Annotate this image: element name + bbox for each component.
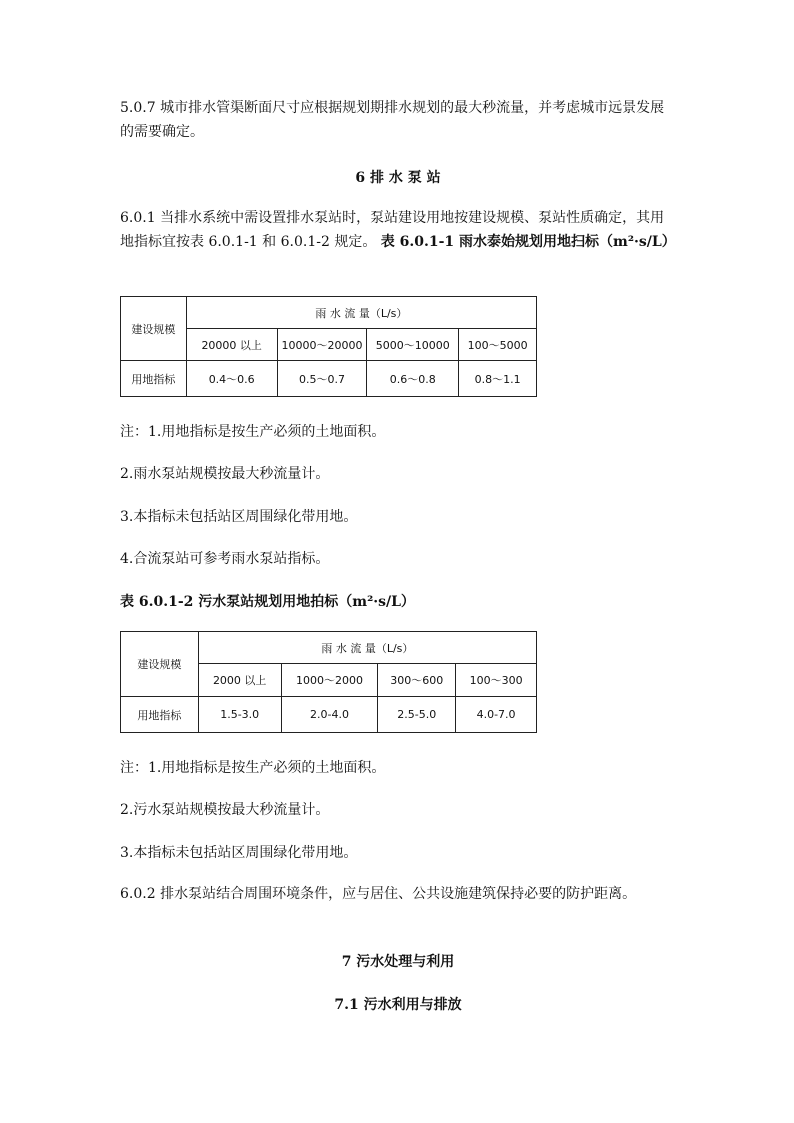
table1-group-header: 雨 水 流 量（L/s） <box>186 297 536 329</box>
table2-column-header: 2000 以上 <box>198 664 281 697</box>
table2-cell: 2.5-5.0 <box>378 697 456 733</box>
table1-column-header: 20000 以上 <box>186 329 277 361</box>
table1-cell: 0.5～0.7 <box>277 361 367 397</box>
table2-caption: 表 6.0.1-2 污水泵站规划用地拍标（m²·s/L） <box>120 594 415 610</box>
paragraph-6-0-1-text: 6.0.1 当排水系统中需设置排水泵站时，泵站建设用地按建设规模、泵站性质确定，其用地指标宜按表 6.0.1-1 和 6.0.1-2 规定。 <box>120 210 665 250</box>
table1-caption: 表 6.0.1-1 雨水泰始规划用地扫标（m²·s/L） <box>380 234 676 250</box>
table2-cell: 2.0-4.0 <box>281 697 378 733</box>
table2-cell: 1.5-3.0 <box>198 697 281 733</box>
section-heading-7: 7 污水处理与利用 <box>341 954 455 970</box>
table-rainwater-pump-station <box>120 296 537 397</box>
note-line: 4.合流泵站可参考雨水泵站指标。 <box>120 551 330 567</box>
table-sewage-pump-station <box>120 631 537 733</box>
table1-column-header: 5000～10000 <box>367 329 459 361</box>
section-heading-7-1: 7.1 污水利用与排放 <box>334 997 462 1013</box>
table2-cell: 4.0-7.0 <box>456 697 537 733</box>
table2-group-header: 雨 水 流 量（L/s） <box>198 632 536 664</box>
note-line: 2.雨水泵站规模按最大秒流量计。 <box>120 466 330 482</box>
note-line: 注：1.用地指标是按生产必须的土地面积。 <box>120 424 386 440</box>
table2-row-header: 建设规模 <box>121 632 199 697</box>
note-line: 3.本指标未包括站区周围绿化带用地。 <box>120 845 358 861</box>
table2-column-header: 1000～2000 <box>281 664 378 697</box>
table1-column-header: 10000～20000 <box>277 329 367 361</box>
table2-index-label: 用地指标 <box>121 697 199 733</box>
table1-cell: 0.4～0.6 <box>186 361 277 397</box>
note-line: 2.污水泵站规模按最大秒流量计。 <box>120 802 330 818</box>
section-heading-6: 6 排 水 泵 站 <box>355 170 441 186</box>
paragraph-6-0-1 <box>120 206 676 254</box>
table2-column-header: 100～300 <box>456 664 537 697</box>
table2-column-header: 300～600 <box>378 664 456 697</box>
table1-cell: 0.6～0.8 <box>367 361 459 397</box>
table1-cell: 0.8～1.1 <box>459 361 537 397</box>
paragraph-5-0-7: 5.0.7 城市排水管渠断面尺寸应根据规划期排水规划的最大秒流量，并考虑城市远景发展的需要确定。 <box>120 100 665 140</box>
table1-row-header: 建设规模 <box>121 297 187 361</box>
paragraph-6-0-2: 6.0.2 排水泵站结合周围环境条件，应与居住、公共设施建筑保持必要的防护距离。 <box>120 886 637 902</box>
note-line: 注：1.用地指标是按生产必须的土地面积。 <box>120 760 386 776</box>
table1-column-header: 100～5000 <box>459 329 537 361</box>
note-line: 3.本指标未包括站区周围绿化带用地。 <box>120 509 358 525</box>
table1-index-label: 用地指标 <box>121 361 187 397</box>
